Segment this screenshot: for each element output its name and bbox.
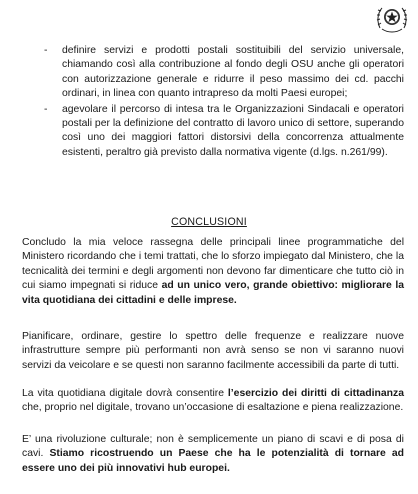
paragraph-bold-text: ad un unico vero, grande obiettivo: migliorare la vita quotidiana dei cittadini e delle imprese.: [22, 280, 404, 306]
paragraph-conclusion-intro: [22, 236, 404, 308]
paragraph-digital-life: [22, 387, 404, 416]
bullet-text: definire servizi e prodotti postali sostituibili del servizio universale, chiamando così alla contribuzione al fondo degli OSU anche gli operatori con autorizzazione generale e ridurre il peso massimo dei cd. pacchi ordinari, in linea con quanto intrapreso da molti Paesi europei;: [62, 45, 404, 100]
paragraph-bold-text: l’esercizio dei diritti di cittadinanza: [227, 388, 404, 399]
paragraph-spectrum: Pianificare, ordinare, gestire lo spettro delle frequenze e realizzare nuove infrastrutture sempre più performanti non avrà senso se non vi saranno nuovi servizi da veicolare e se questi non saranno facilmente accessibili da parte di tutti.: [22, 331, 404, 371]
bullet-marker: -: [44, 45, 48, 56]
paragraph-cultural-revolution: [22, 433, 404, 476]
bullet-marker: -: [44, 103, 48, 115]
paragraph-text: che, proprio nel digitale, trovano un’occasione di esaltazione e piena realizzazione.: [22, 402, 404, 414]
paragraph-text: E’ una rivoluzione culturale; non è semplicemente un piano di scavi e di posa di cavi.: [22, 434, 404, 460]
bullet-item: [44, 103, 404, 161]
bullet-text: agevolare il percorso di intesa tra le Organizzazioni Sindacali e operatori postali per la definizione del contratto di lavoro unico di settore, superando così uno dei maggiori fattori distorsivi della concorrenza attualmente esistenti, peraltro già previsto dalla normativa vigente (d.lgs. n.261/99).: [62, 103, 404, 158]
paragraph-text: Concludo la mia veloce rassegna delle principali linee programmatiche del Ministero ricordando che i temi trattati, che lo sforzo impiegato dal Ministero, che la tecnicalità dei termini e degli argomenti non devono far dimenticare che tutto ciò in cui siamo impegnati si riduce: [22, 237, 404, 292]
bullet-item: [44, 44, 404, 102]
bullet-list: [44, 44, 404, 161]
section-heading: CONCLUSIONI: [171, 216, 247, 228]
paragraph-text: La vita quotidiana digitale dovrà consentire: [22, 388, 228, 399]
paragraph-bold-text: Stiamo ricostruendo un Paese che ha le potenzialità di tornare ad essere uno dei più innovativi hub europei.: [22, 448, 404, 474]
italian-republic-emblem-icon: [374, 2, 410, 34]
